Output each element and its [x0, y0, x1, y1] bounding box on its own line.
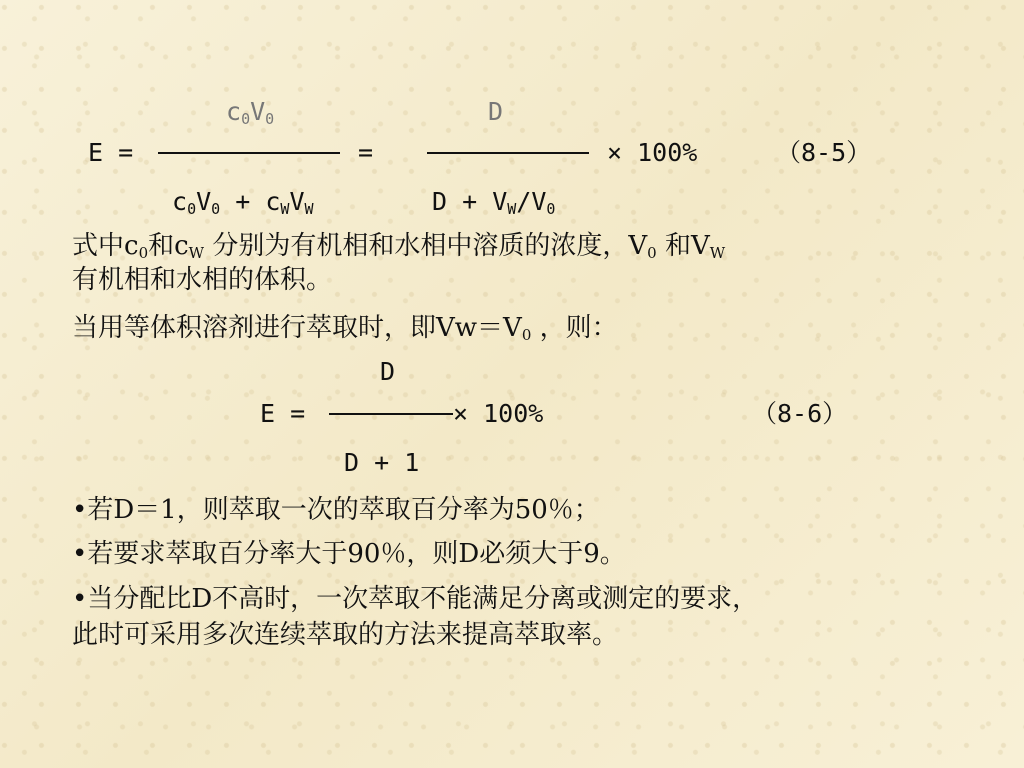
- eq1-denominator-2: $D + V_W/V_0$: [432, 187, 556, 218]
- bullet-item: •当分配比D不高时，一次萃取不能满足分离或测定的要求，: [72, 584, 759, 614]
- bullet-item: •若要求萃取百分率大于90％，则D必须大于9。: [72, 539, 626, 569]
- para2: 当用等体积溶剂进行萃取时，即$Vw=V_0$ ，则：: [72, 313, 618, 344]
- eq1-equals-sign: =: [358, 138, 374, 167]
- eq1-multiplier: × 100%: [607, 138, 698, 167]
- eq1-label: （8-5）: [776, 138, 872, 167]
- eq2-lhs: E =: [260, 399, 306, 428]
- eq1-denominator-1: $c_0V_0 + c_WV_W$: [172, 187, 314, 218]
- eq2-label: （8-6）: [752, 399, 848, 428]
- bullet-item: •若D＝1，则萃取一次的萃取百分率为50％；: [72, 495, 600, 525]
- para1-line2: 有机相和水相的体积。: [72, 265, 333, 295]
- eq1-fraction-bar-2: [427, 152, 589, 154]
- bullet-item-continuation: 此时可采用多次连续萃取的方法来提高萃取率。: [72, 620, 619, 650]
- eq2-fraction-bar: [329, 413, 453, 415]
- para1-line1: 式中$c_0$和$c_W$ 分别为有机相和水相中溶质的浓度，$V_0$ 和$V_W$: [72, 231, 726, 262]
- eq1-numerator-2: D: [488, 97, 504, 126]
- eq1-numerator-1: $c_0V_0$: [226, 97, 275, 128]
- eq1-fraction-bar-1: [158, 152, 340, 154]
- eq2-denominator: D + 1: [344, 448, 420, 477]
- eq2-numerator: D: [380, 357, 396, 386]
- eq2-multiplier: × 100%: [453, 399, 544, 428]
- eq1-lhs: E =: [88, 138, 134, 167]
